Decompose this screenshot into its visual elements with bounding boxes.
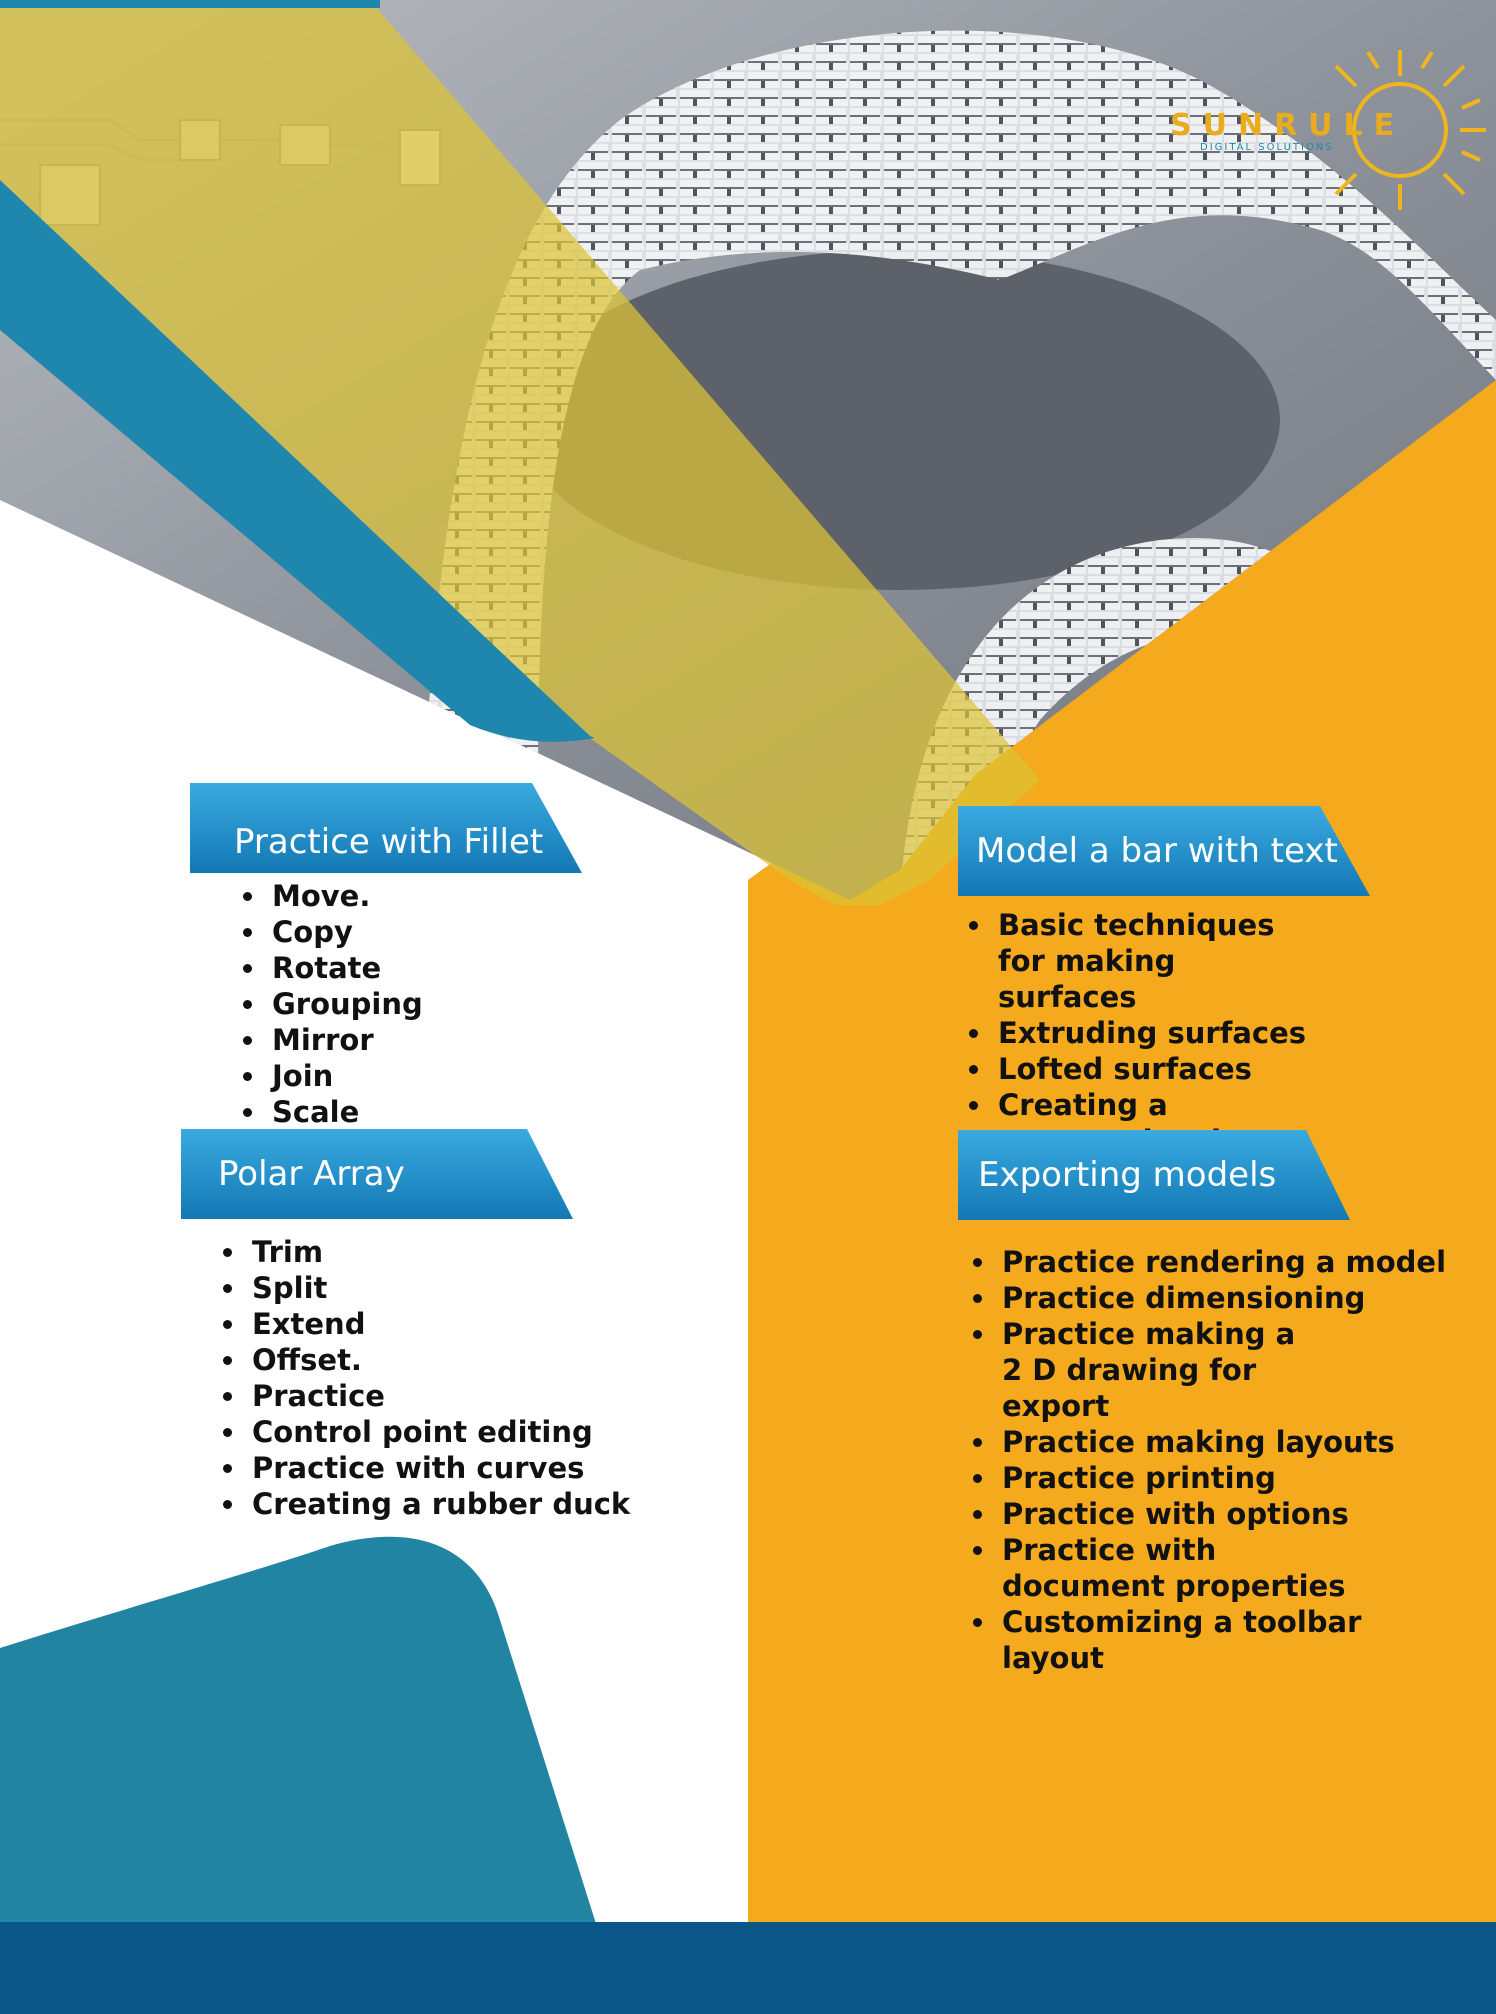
export-list — [958, 1244, 1468, 1676]
list-item: • Join — [268, 1058, 423, 1094]
list-item: • Split — [248, 1270, 630, 1306]
brand-name: SUNRULE — [1170, 108, 1406, 143]
list-item: • Grouping — [268, 986, 423, 1022]
list-item: • Practice with curves — [248, 1450, 630, 1486]
footer-bar — [0, 1922, 1496, 2014]
list-item: • Practice with options — [998, 1496, 1468, 1532]
list-item: • Copy — [268, 914, 423, 950]
polar-title: Polar Array — [218, 1154, 405, 1194]
list-item: • Practice dimensioning — [998, 1280, 1468, 1316]
list-item: • Extend — [248, 1306, 630, 1342]
list-item: • Creating a rubber duck — [248, 1486, 630, 1522]
list-item: • Extruding surfaces — [994, 1015, 1354, 1051]
teal-bottom-shape — [0, 1537, 598, 1930]
fillet-banner — [190, 783, 582, 873]
list-item: • Practice printing — [998, 1460, 1468, 1496]
brand-logo — [1160, 30, 1490, 220]
export-title: Exporting models — [978, 1155, 1277, 1195]
fillet-title: Practice with Fillet — [234, 822, 544, 862]
brand-tagline: DIGITAL SOLUTIONS — [1200, 142, 1334, 153]
list-item: • Customizing a toolbar layout — [998, 1604, 1468, 1676]
fillet-list — [228, 878, 423, 1130]
list-item: • Practice making layouts — [998, 1424, 1468, 1460]
polar-banner — [181, 1129, 573, 1219]
list-item: • Practice making a 2 D drawing for export — [998, 1316, 1322, 1424]
bar-list — [954, 907, 1354, 1159]
list-item: • Mirror — [268, 1022, 423, 1058]
list-item: • Practice — [248, 1378, 630, 1414]
list-item: • Move. — [268, 878, 423, 914]
polar-list — [208, 1234, 630, 1522]
export-banner — [958, 1130, 1350, 1220]
list-item: • Control point editing — [248, 1414, 630, 1450]
list-item: • Creating a — [994, 1087, 1298, 1159]
list-item: • Basic techniques for making surfaces — [994, 907, 1298, 1015]
list-item: • Scale — [268, 1094, 423, 1130]
list-item: • Lofted surfaces — [994, 1051, 1354, 1087]
list-item: • Practice with document properties — [998, 1532, 1362, 1604]
bar-title: Model a bar with text — [976, 831, 1338, 871]
list-item: • Practice rendering a model — [998, 1244, 1468, 1280]
list-item: • Rotate — [268, 950, 423, 986]
list-item: • Trim — [248, 1234, 630, 1270]
bar-banner — [958, 806, 1370, 896]
list-item: • Offset. — [248, 1342, 630, 1378]
